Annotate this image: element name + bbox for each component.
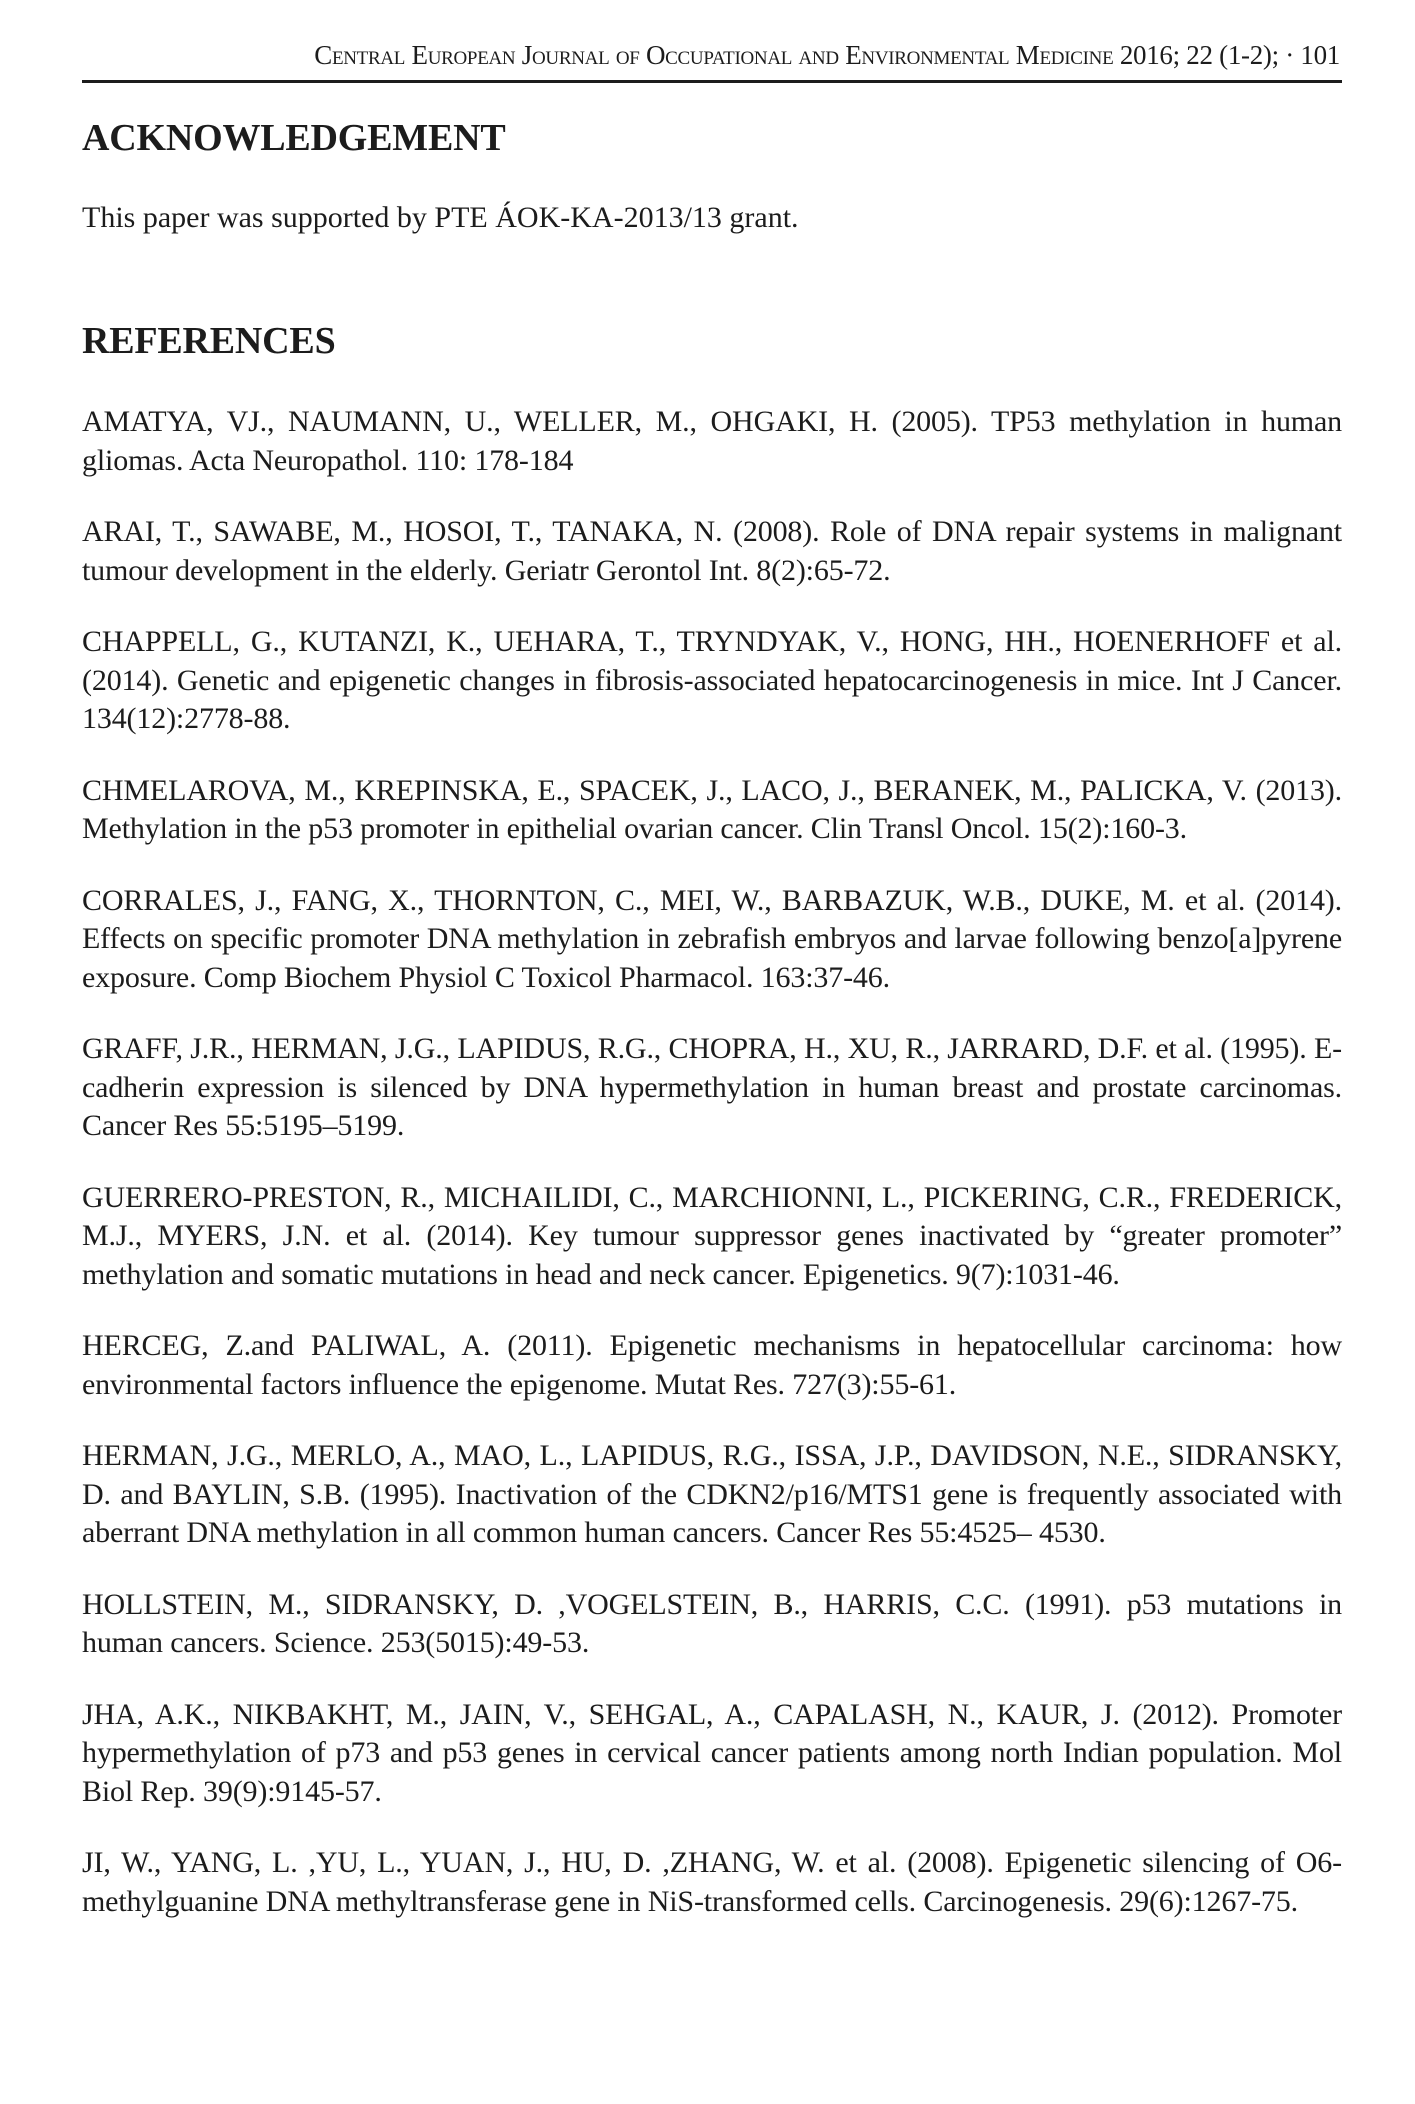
references-heading: REFERENCES bbox=[82, 320, 336, 362]
header-rule bbox=[82, 80, 1342, 83]
acknowledgement-text: This paper was supported by PTE ÁOK-KA-2013/13 grant. bbox=[82, 201, 799, 234]
reference-item: AMATYA, VJ., NAUMANN, U., WELLER, M., OHGAKI, H. (2005). TP53 methylation in human gliomas. Acta Neuropathol. 110: 178-184 bbox=[82, 405, 1342, 477]
reference-item: HERCEG, Z.and PALIWAL, A. (2011). Epigenetic mechanisms in hepatocellular carcinoma: how environmental factors influence the epigenome. Mutat Res. 727(3):55-61. bbox=[82, 1329, 1342, 1401]
reference-item: GRAFF, J.R., HERMAN, J.G., LAPIDUS, R.G., CHOPRA, H., XU, R., JARRARD, D.F. et al. (1995). E-cadherin expression is silenced by DNA hypermethylation in human breast and prostate carcinomas. Cancer Res 55:5195–5199. bbox=[82, 1032, 1342, 1143]
reference-item: GUERRERO-PRESTON, R., MICHAILIDI, C., MARCHIONNI, L., PICKERING, C.R., FREDERICK, M.J., MYERS, J.N. et al. (2014). Key tumour suppressor genes inactivated by “greater promoter” methylation and somatic mutations in head and neck cancer. Epigenetics. 9(7):1031-46. bbox=[82, 1180, 1342, 1291]
reference-item: CHMELAROVA, M., KREPINSKA, E., SPACEK, J., LACO, J., BERANEK, M., PALICKA, V. (2013). Methylation in the p53 promoter in epithelial ovarian cancer. Clin Transl Oncol. 15(2):160-3. bbox=[82, 773, 1342, 846]
reference-list bbox=[82, 403, 1342, 1954]
reference-item: CHAPPELL, G., KUTANZI, K., UEHARA, T., TRYNDYAK, V., HONG, HH., HOENERHOFF et al. (2014). Genetic and epigenetic changes in fibrosis-associated hepatocarcinogenesis in mice. Int J Cancer. 134(12):2778-88. bbox=[82, 624, 1342, 736]
reference-item: JI, W., YANG, L. ,YU, L., YUAN, J., HU, D. ,ZHANG, W. et al. (2008). Epigenetic silencing of O6-methylguanine DNA methyltransferase gene in NiS-transformed cells. Carcinogenesis. 29(6):1267-75. bbox=[82, 1846, 1342, 1918]
reference-item: CORRALES, J., FANG, X., THORNTON, C., MEI, W., BARBAZUK, W.B., DUKE, M. et al. (2014). Effects on specific promoter DNA methylation in zebrafish embryos and larvae following benzo[a]pyrene exposure. Comp Biochem Physiol C Toxicol Pharmacol. 163:37-46. bbox=[82, 883, 1342, 994]
acknowledgement-heading: ACKNOWLEDGEMENT bbox=[82, 117, 506, 159]
reference-item: ARAI, T., SAWABE, M., HOSOI, T., TANAKA, N. (2008). Role of DNA repair systems in malignant tumour development in the elderly. Geriatr Gerontol Int. 8(2):65-72. bbox=[82, 514, 1342, 587]
reference-item: HERMAN, J.G., MERLO, A., MAO, L., LAPIDUS, R.G., ISSA, J.P., DAVIDSON, N.E., SIDRANSKY, D. and BAYLIN, S.B. (1995). Inactivation of the CDKN2/p16/MTS1 gene is frequently associated with aberrant DNA methylation in all common human cancers. Cancer Res 55:4525– 4530. bbox=[82, 1439, 1342, 1550]
reference-item: HOLLSTEIN, M., SIDRANSKY, D. ,VOGELSTEIN, B., HARRIS, C.C. (1991). p53 mutations in human cancers. Science. 253(5015):49-53. bbox=[82, 1587, 1342, 1660]
reference-item: JHA, A.K., NIKBAKHT, M., JAIN, V., SEHGAL, A., CAPALASH, N., KAUR, J. (2012). Promoter hypermethylation of p73 and p53 genes in cervical cancer patients among north Indian population. Mol Biol Rep. 39(9):9145-57. bbox=[82, 1697, 1342, 1808]
running-header: Central European Journal of Occupational and Environmental Medicine 2016; 22 (1-2); · 101 bbox=[314, 40, 1340, 70]
